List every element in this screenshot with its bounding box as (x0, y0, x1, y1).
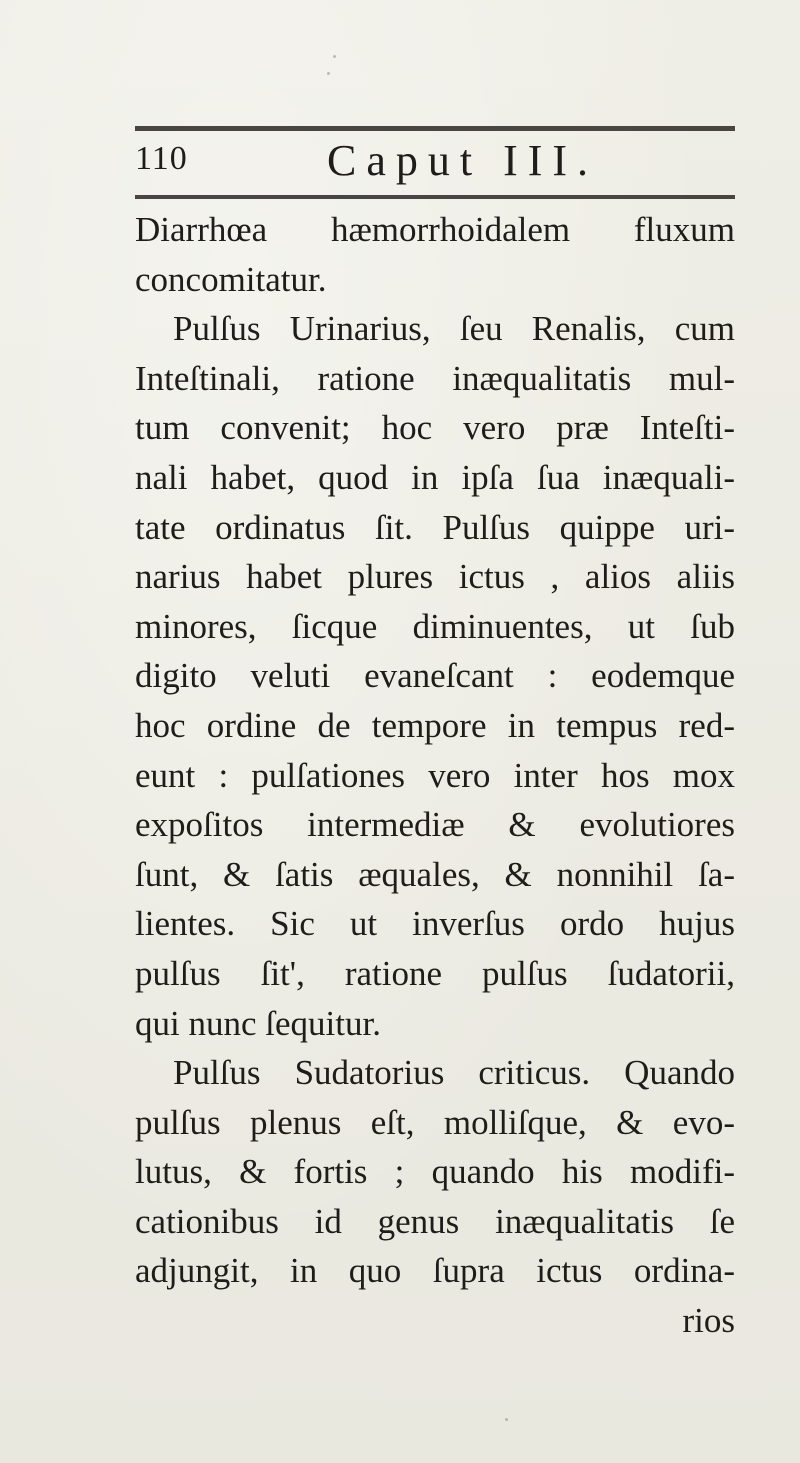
header-rule-bottom (135, 195, 735, 199)
text-line: concomitatur. (135, 259, 327, 299)
text-line: cationibus id genus inæqualitatis ſe (135, 1201, 735, 1241)
text-line: adjungit, in quo ſupra ictus ordina- (135, 1251, 735, 1291)
running-head: Caput III. (327, 136, 599, 185)
text-line: digito veluti evaneſcant : eodemque (135, 656, 735, 696)
paper-speck (333, 55, 336, 58)
paper-speck (505, 1418, 508, 1421)
text-line: tate ordinatus ſit. Pulſus quippe uri- (135, 507, 735, 547)
text-line: Diarrhœa hæmorrhoidalem fluxum (135, 210, 735, 249)
text-line: lutus, & fortis ; quando his modifi- (135, 1152, 735, 1192)
page-number: 110 (135, 140, 188, 177)
header-rule-top (135, 126, 735, 131)
text-line: nali habet, quod in ipſa ſua inæquali- (135, 457, 735, 497)
catchword: rios (682, 1301, 735, 1341)
paper-speck (327, 72, 330, 75)
text-line: narius habet plures ictus , alios aliis (135, 557, 735, 597)
page-header (135, 135, 735, 195)
text-line: hoc ordine de tempore in tempus red- (135, 705, 735, 745)
text-line: Pulſus Sudatorius criticus. Quando (173, 1053, 735, 1093)
text-line: lientes. Sic ut inverſus ordo hujus (135, 904, 735, 944)
text-line: eunt : pulſationes vero inter hos mox (135, 755, 735, 795)
text-line: tum convenit; hoc vero præ Inteſti- (135, 408, 735, 448)
text-line: Inteſtinali, ratione inæqualitatis mul- (135, 358, 735, 398)
text-line: ſunt, & ſatis æquales, & nonnihil ſa- (135, 854, 735, 894)
text-line: qui nunc ſequitur. (135, 1003, 381, 1043)
text-line: Pulſus Urinarius, ſeu Renalis, cum (173, 309, 735, 349)
text-line: pulſus plenus eſt, molliſque, & evo- (135, 1102, 735, 1142)
text-line: minores, ſicque diminuentes, ut ſub (135, 606, 735, 646)
body-text (135, 205, 735, 1346)
text-line: pulſus ſit', ratione pulſus ſudatorii, (135, 953, 735, 993)
text-line: expoſitos intermediæ & evolutiores (135, 805, 735, 845)
